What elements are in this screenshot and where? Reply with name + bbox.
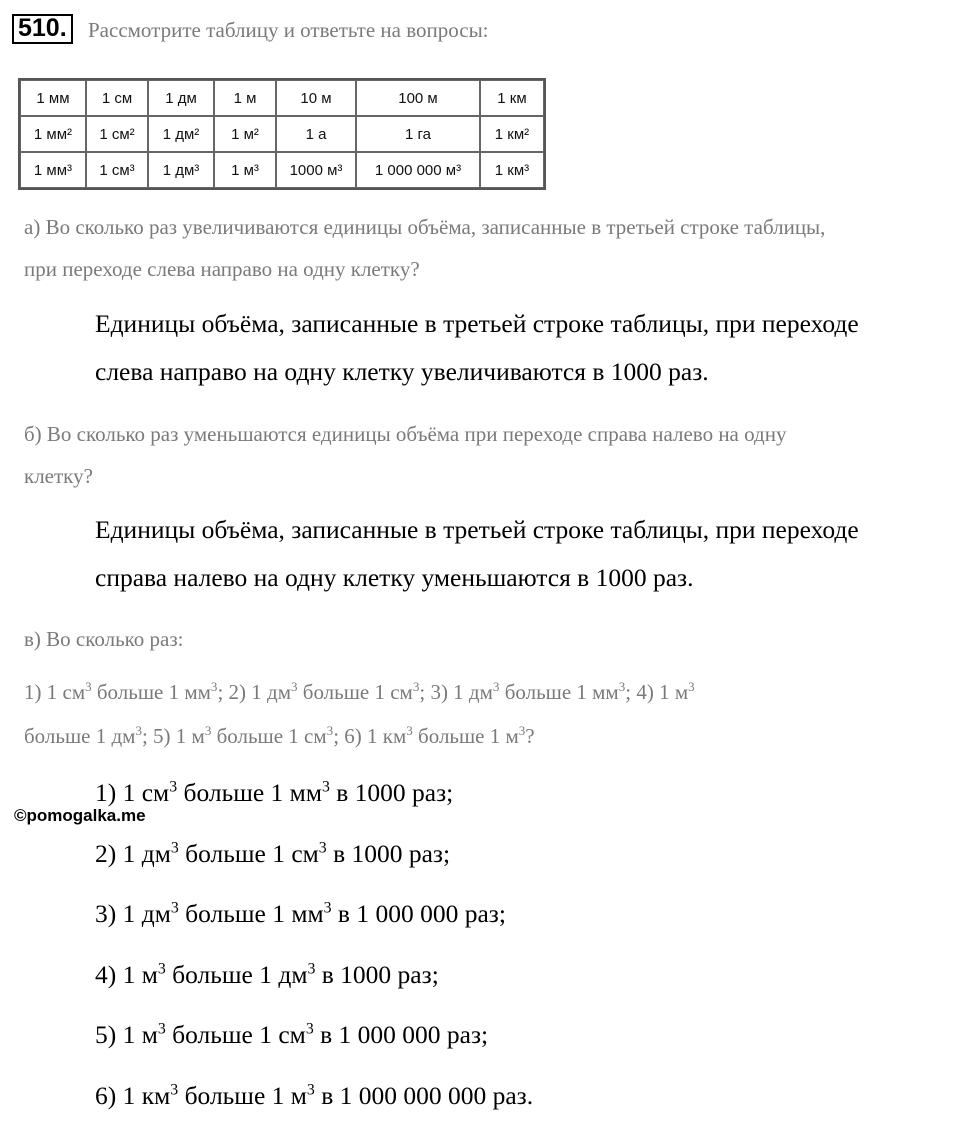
answers-c — [95, 763, 533, 1126]
table-cell: 1 дм — [148, 80, 214, 116]
table-row-area — [20, 116, 544, 152]
question-a — [24, 206, 825, 290]
answer-b-line: Единицы объёма, записанные в третьей строке таблицы, при переходе — [95, 506, 859, 554]
answer-c-item: 6) 1 $км^3$ больше 1 $м^3$ в 1 000 000 000 раз. — [95, 1066, 533, 1126]
table-cell: 1 дм³ — [148, 152, 214, 188]
units-table — [18, 78, 546, 190]
task-number: 510. — [12, 14, 73, 44]
table-cell: 1 км³ — [480, 152, 544, 188]
answer-c-item: 4) 1 $м^3$ больше 1 $дм^3$ в 1000 раз; — [95, 945, 533, 1006]
table-cell: 10 м — [276, 80, 356, 116]
answer-b-line: справа налево на одну клетку уменьшаются в 1000 раз. — [95, 554, 859, 602]
answer-c-item: 2) 1 $дм^3$ больше 1 $см^3$ в 1000 раз; — [95, 824, 533, 885]
watermark: ©pomogalka.me — [14, 806, 146, 826]
answer-c-item: 1) 1 $см^3$ больше 1 $мм^3$ в 1000 раз; — [95, 763, 533, 824]
table-cell: 1 см — [86, 80, 148, 116]
question-c-line: больше 1 $дм^3$; 5) 1 $м^3$ больше 1 $см^3$; 6) 1 $км^3$ больше 1 $м^3$? — [24, 714, 695, 758]
question-a-line: при переходе слева направо на одну клетку? — [24, 248, 825, 290]
answer-a-line: слева направо на одну клетку увеличиваются в 1000 раз. — [95, 348, 859, 396]
question-c-list — [24, 670, 695, 758]
answer-a-line: Единицы объёма, записанные в третьей строке таблицы, при переходе — [95, 300, 859, 348]
table-cell: 100 м — [356, 80, 480, 116]
question-b-line: клетку? — [24, 455, 786, 497]
question-c-intro: в) Во сколько раз: — [24, 618, 184, 660]
table-cell: 1 м — [214, 80, 276, 116]
table-cell: 1 см² — [86, 116, 148, 152]
table-cell: 1 км — [480, 80, 544, 116]
question-b — [24, 413, 786, 497]
task-instruction: Рассмотрите таблицу и ответьте на вопросы: — [88, 18, 489, 43]
table-cell: 1 мм³ — [20, 152, 86, 188]
table-cell: 1 дм² — [148, 116, 214, 152]
question-c-line: 1) 1 $см^3$ больше 1 $мм^3$; 2) 1 $дм^3$ больше 1 $см^3$; 3) 1 $дм^3$ больше 1 $мм^3$; 4) 1 $м^3$ — [24, 670, 695, 714]
table-cell: 1 а — [276, 116, 356, 152]
table-cell: 1 мм — [20, 80, 86, 116]
answer-b — [95, 506, 859, 602]
table-cell: 1000 м³ — [276, 152, 356, 188]
question-a-line: а) Во сколько раз увеличиваются единицы объёма, записанные в третьей строке таблицы, — [24, 206, 825, 248]
table-cell: 1 000 000 м³ — [356, 152, 480, 188]
table-row-volume — [20, 152, 544, 188]
table-row-length — [20, 80, 544, 116]
table-cell: 1 м³ — [214, 152, 276, 188]
table-cell: 1 мм² — [20, 116, 86, 152]
table-cell: 1 см³ — [86, 152, 148, 188]
table-cell: 1 м² — [214, 116, 276, 152]
answer-a — [95, 300, 859, 396]
table-cell: 1 га — [356, 116, 480, 152]
table-cell: 1 км² — [480, 116, 544, 152]
answer-c-item: 3) 1 $дм^3$ больше 1 $мм^3$ в 1 000 000 раз; — [95, 884, 533, 945]
answer-c-item: 5) 1 $м^3$ больше 1 $см^3$ в 1 000 000 раз; — [95, 1005, 533, 1066]
question-b-line: б) Во сколько раз уменьшаются единицы объёма при переходе справа налево на одну — [24, 413, 786, 455]
